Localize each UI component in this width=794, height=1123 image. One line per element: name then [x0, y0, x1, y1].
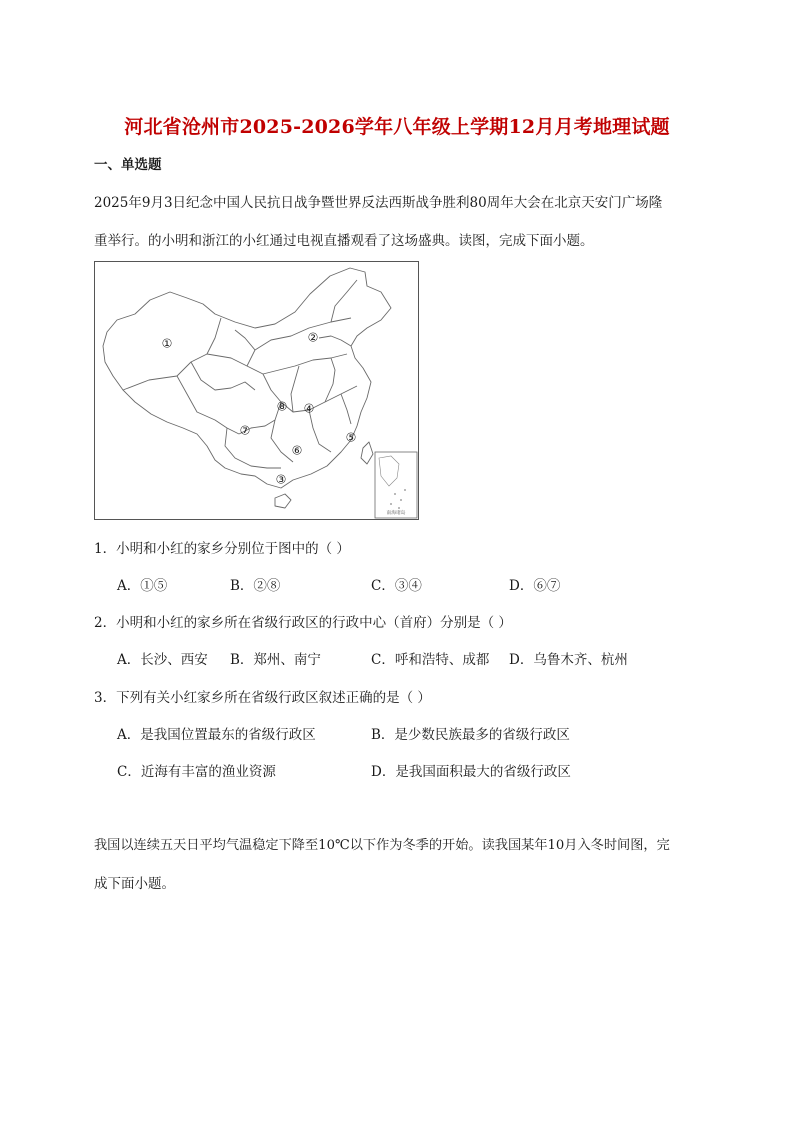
page-title: 河北省沧州市2025-2026学年八年级上学期12月月考地理试题	[124, 116, 670, 138]
question-2-stem: 2．小明和小红的家乡所在省级行政区的行政中心（首府）分别是（ ）	[94, 615, 512, 631]
south-china-sea-inset	[375, 452, 417, 518]
q2-option-b[interactable]: B．郑州、南宁	[230, 652, 321, 668]
marker-8: ⑧	[276, 399, 288, 414]
intro-line-1: 2025年9月3日纪念中国人民抗日战争暨世界反法西斯战争胜利80周年大会在北京天安门广场隆	[94, 195, 663, 211]
q1-option-b[interactable]: B．②⑧	[230, 578, 281, 594]
marker-1: ①	[161, 336, 173, 351]
marker-2: ②	[307, 330, 319, 345]
q1-option-d[interactable]: D．⑥⑦	[509, 578, 561, 594]
taiwan-island	[361, 442, 373, 464]
marker-3: ③	[275, 472, 287, 487]
question-1-stem: 1．小明和小红的家乡分别位于图中的（ ）	[94, 541, 350, 557]
q3-option-d[interactable]: D．是我国面积最大的省级行政区	[371, 764, 571, 780]
question-3-stem: 3．下列有关小红家乡所在省级行政区叙述正确的是（ ）	[94, 690, 431, 706]
q3-option-b[interactable]: B．是少数民族最多的省级行政区	[371, 727, 570, 743]
q2-option-c[interactable]: C．呼和浩特、成都	[371, 652, 490, 668]
q3-option-c[interactable]: C．近海有丰富的渔业资源	[117, 764, 276, 780]
passage-2-line-2: 成下面小题。	[94, 876, 175, 892]
marker-5: ⑤	[345, 430, 357, 445]
q1-option-c[interactable]: C．③④	[371, 578, 422, 594]
china-province-map	[94, 261, 419, 520]
china-map-drawing	[95, 262, 420, 521]
marker-4: ④	[303, 401, 315, 416]
section-heading: 一、单选题	[94, 157, 162, 173]
inset-label: 南海诸岛	[386, 511, 406, 516]
q3-option-a[interactable]: A．是我国位置最东的省级行政区	[117, 727, 316, 743]
passage-2-line-1: 我国以连续五天日平均气温稳定下降至10℃以下作为冬季的开始。读我国某年10月入冬时间图，完	[94, 838, 670, 853]
intro-line-2: 重举行。的小明和浙江的小红通过电视直播观看了这场盛典。读图，完成下面小题。	[94, 233, 594, 249]
hainan-island	[275, 494, 291, 508]
marker-7: ⑦	[239, 423, 251, 438]
q1-option-a[interactable]: A．①⑤	[117, 578, 168, 594]
q2-option-d[interactable]: D．乌鲁木齐、杭州	[509, 652, 628, 668]
q2-option-a[interactable]: A．长沙、西安	[117, 652, 208, 668]
national-boundary	[103, 268, 391, 488]
marker-6: ⑥	[291, 443, 303, 458]
